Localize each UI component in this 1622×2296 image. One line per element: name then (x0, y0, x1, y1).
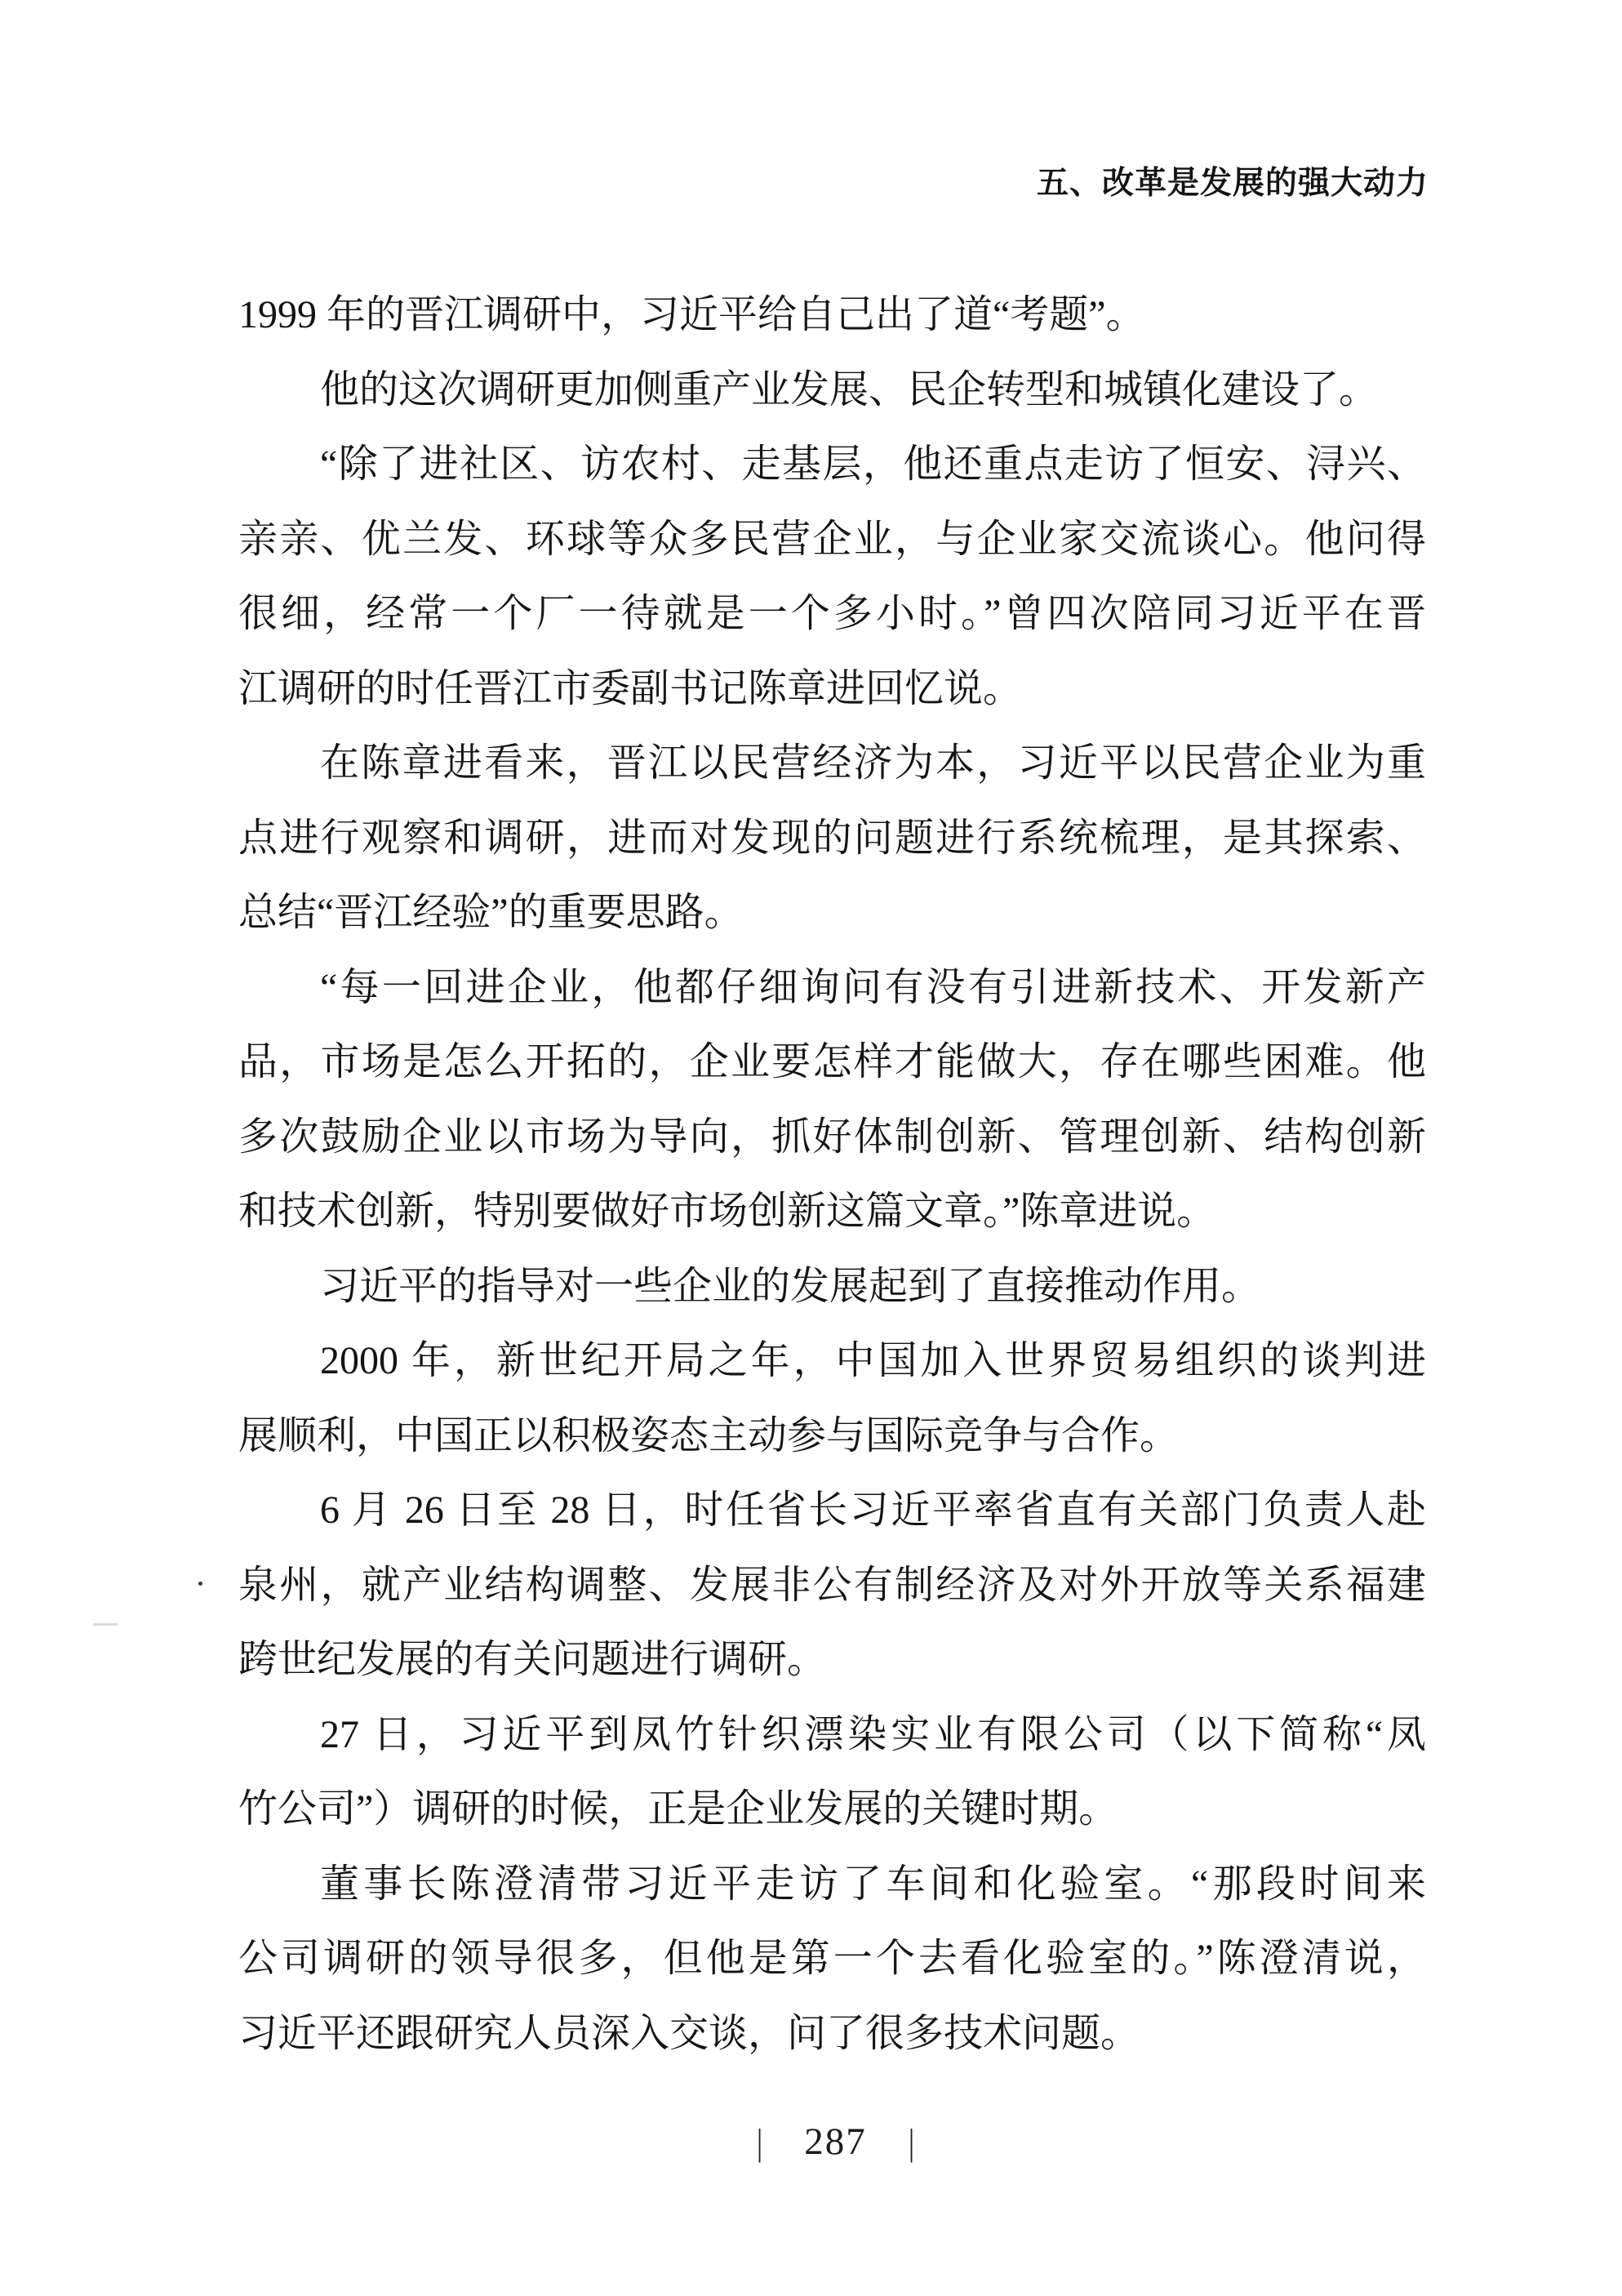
body-line: 多次鼓励企业以市场为导向，抓好体制创新、管理创新、结构创新 (238, 1115, 1426, 1159)
body-line: 泉州，就产业结构调整、发展非公有制经济及对外开放等关系福建 (238, 1563, 1426, 1607)
body-line: 董事长陈澄清带习近平走访了车间和化验室。“那段时间来 (320, 1862, 1426, 1906)
body-line: 公司调研的领导很多，但他是第一个去看化验室的。”陈澄清说， (238, 1937, 1426, 1980)
body-line: 品，市场是怎么开拓的，企业要怎样才能做大，存在哪些困难。他 (238, 1040, 1426, 1083)
body-line: 总结“晋江经验”的重要思路。 (238, 891, 744, 934)
body-line: 27 日，习近平到凤竹针织漂染实业有限公司（以下简称“凤 (320, 1712, 1426, 1756)
body-text (238, 278, 1426, 2071)
scan-artifact-dash (93, 1623, 118, 1626)
footer-left-bar: | (756, 2120, 763, 2163)
body-line: 跨世纪发展的有关问题进行调研。 (238, 1638, 827, 1681)
body-line: 江调研的时任晋江市委副书记陈章进回忆说。 (238, 666, 1023, 710)
body-line: 和技术创新，特别要做好市场创新这篇文章。”陈章进说。 (238, 1190, 1216, 1233)
running-header: 五、改革是发展的强大动力 (1036, 166, 1429, 201)
body-line: 6 月 26 日至 28 日，时任省长习近平率省直有关部门负责人赴 (320, 1488, 1426, 1532)
body-line: 2000 年，新世纪开局之年，中国加入世界贸易组织的谈判进 (320, 1339, 1426, 1382)
body-line: “除了进社区、访农村、走基层，他还重点走访了恒安、浔兴、 (320, 443, 1426, 486)
page-footer (24, 2120, 1622, 2164)
body-line: 习近平的指导对一些企业的发展起到了直接推动作用。 (320, 1264, 1261, 1308)
body-line: 竹公司”）调研的时候，正是企业发展的关键时期。 (238, 1787, 1118, 1831)
body-line: 展顺利，中国正以积极姿态主动参与国际竞争与合作。 (238, 1413, 1180, 1457)
body-line: 点进行观察和调研，进而对发现的问题进行系统梳理，是其探索、 (238, 816, 1426, 860)
body-line: “每一回进企业，他都仔细询问有没有引进新技术、开发新产 (320, 965, 1426, 1009)
footer-right-bar: | (908, 2120, 915, 2163)
body-line: 亲亲、优兰发、环球等众多民营企业，与企业家交流谈心。他问得 (238, 517, 1426, 561)
scan-speck (198, 1582, 202, 1586)
body-line: 他的这次调研更加侧重产业发展、民企转型和城镇化建设了。 (320, 367, 1379, 412)
body-line: 很细，经常一个厂一待就是一个多小时。”曾四次陪同习近平在晋 (238, 592, 1426, 635)
page-number: 287 (804, 2120, 867, 2163)
body-line: 在陈章进看来，晋江以民营经济为本，习近平以民营企业为重 (320, 741, 1426, 785)
body-line: 习近平还跟研究人员深入交谈，问了很多技术问题。 (238, 2011, 1140, 2055)
body-line: 1999 年的晋江调研中，习近平给自己出了道“考题”。 (238, 293, 1145, 336)
